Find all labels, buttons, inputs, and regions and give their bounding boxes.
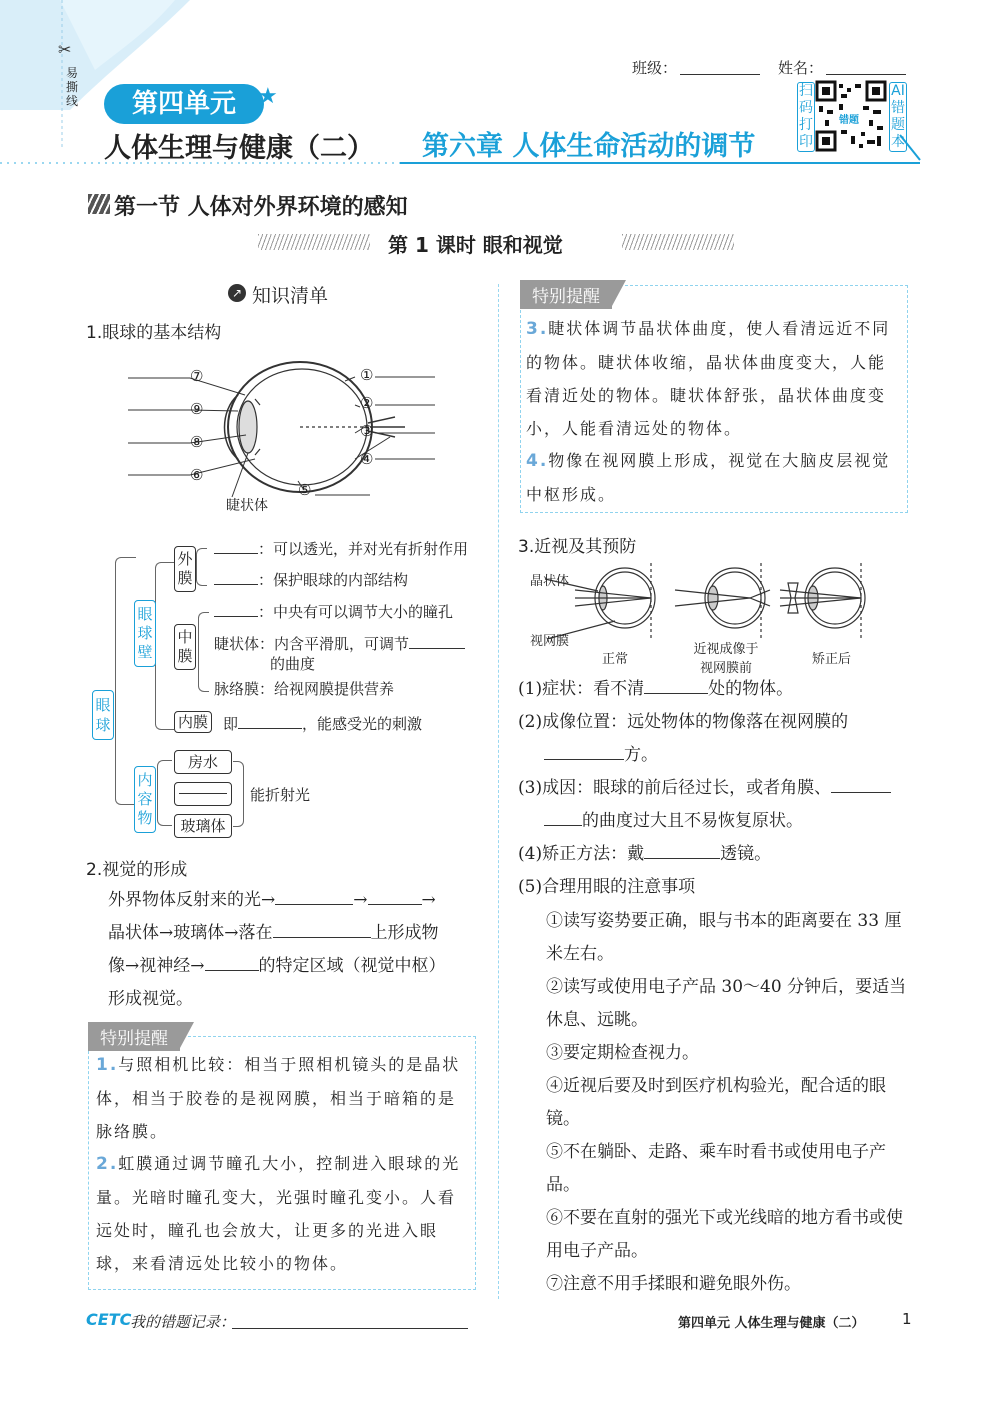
column-divider (498, 284, 499, 1299)
qr-left-label: 扫码打印 (799, 83, 813, 150)
qr-right-label: AI错题本 (891, 83, 905, 150)
eye-label-4: ④ (360, 450, 374, 468)
tree-outer-1: ：可以透光，并对光有折射作用 (214, 538, 468, 559)
reminder2-item3: 3.睫状体调节晶状体曲度，使人看清远近不同的物体。睫状体收缩，晶状体曲度变大，人能看清近处的物体。睫状体舒张，晶状体曲度变小，人能看清远处的物体。 (526, 319, 891, 438)
class-label: 班级： (632, 59, 678, 77)
retina-label: 视网膜 (530, 634, 570, 649)
name-label: 姓名： (778, 59, 824, 77)
tip-5: ⑤不在躺卧、走路、乘车时看书或使用电子产品。 (546, 1142, 886, 1195)
qr-center-label: 错题 (839, 115, 859, 126)
lens-label: 晶状体 (530, 574, 570, 589)
section-title: 第一节 人体对外界环境的感知 (114, 195, 408, 220)
page-number: 1 (902, 1310, 912, 1328)
eye-structure-diagram (120, 355, 450, 515)
footer-record-label: 我的错题记录： (130, 1313, 236, 1331)
reminder-tab-1: 特别提醒 (88, 1022, 180, 1051)
bracket-root (115, 557, 136, 805)
caption-myopia: 近视成像于 视网膜前 (693, 642, 759, 676)
footer-record-field[interactable] (232, 1328, 468, 1329)
chapter-title: 第六章 人体生命活动的调节 (422, 131, 756, 162)
tree-contents: 内容物 (134, 766, 156, 833)
unit-badge: 第四单元 (104, 84, 264, 124)
eye-care-tips (546, 905, 914, 1301)
tree-refract: 能折射光 (250, 786, 311, 804)
tree-root: 眼球 (92, 690, 114, 740)
tree-aqueous: 房水 (174, 750, 232, 774)
tree-outer: 外膜 (174, 546, 196, 592)
bracket-refract (233, 761, 244, 827)
item3-heading: 3.近视及其预防 (518, 537, 637, 557)
ciliary-body-label: 睫状体 (226, 498, 268, 514)
eye-label-8: ⑧ (190, 433, 204, 451)
knowledge-icon: ↗ (228, 284, 246, 302)
bracket-middle (198, 612, 209, 692)
eye-label-9: ⑨ (190, 400, 204, 418)
reminder-tab-2: 特别提醒 (520, 280, 612, 309)
tip-6: ⑥不要在直射的强光下或光线暗的地方看书或使用电子产品。 (546, 1208, 903, 1261)
lesson-deco-right (622, 234, 734, 250)
class-field[interactable] (680, 74, 760, 75)
eye-label-1: ① (360, 366, 374, 384)
tree-outer-2: ：保护眼球的内部结构 (214, 569, 408, 590)
item1-heading: 1.眼球的基本结构 (86, 323, 222, 343)
scissors-icon: ✂ (58, 40, 72, 59)
tip-4: ④近视后要及时到医疗机构验光，配合适的眼镜。 (546, 1076, 886, 1129)
tree-inner-text: 即 ，能感受光的刺激 (223, 715, 423, 733)
caption-corrected: 矫正后 (812, 652, 852, 667)
bracket-contents (157, 760, 172, 826)
reminder1-item1: 1.与照相机比较：相当于照相机镜头的是晶状体，相当于胶卷的是视网膜，相当于暗箱的是脉络膜。 (96, 1055, 461, 1141)
lesson-deco-left (258, 234, 370, 250)
eye-label-2: ② (360, 394, 374, 412)
caption-normal: 正常 (602, 652, 629, 667)
tree-eye-wall: 眼球壁 (134, 600, 156, 667)
footer-logo: CETC (86, 1310, 132, 1329)
star-icon: ★ (258, 84, 278, 109)
bracket-outer (196, 548, 207, 586)
tree-middle-2b: 的曲度 (270, 655, 316, 673)
knowledge-heading: 知识清单 (252, 285, 329, 307)
unit-title: 人体生理与健康（二） (104, 133, 374, 164)
eye-label-6: ⑥ (190, 466, 204, 484)
name-field[interactable] (826, 74, 906, 75)
tree-middle-3: 脉络膜：给视网膜提供营养 (214, 680, 395, 698)
item2-heading: 2.视觉的形成 (86, 860, 188, 880)
eye-label-5: ⑤ (298, 481, 312, 499)
section-marker-icon (88, 194, 110, 214)
tip-2: ②读写或使用电子产品 30～40 分钟后，要适当休息、远眺。 (546, 977, 907, 1030)
eye-label-7: ⑦ (190, 367, 204, 385)
lesson-title: 第 1 课时 眼和视觉 (388, 233, 563, 257)
myopia-questions: (1)症状：看不清 处的物体。 (2)成像位置：远处物体的物像落在视网膜的 方。 (3)成因：眼球的前后径过长，或者角膜、 的曲度过大且不易恢复原状。 (4)矫正方法：戴 透镜。 (5)合理用眼的注意事项 (518, 673, 913, 904)
tip-3: ③要定期检查视力。 (546, 1043, 699, 1063)
tree-middle: 中膜 (174, 624, 196, 670)
tear-line-label: 易撕线 (66, 66, 79, 108)
eye-label-3: ③ (360, 422, 374, 440)
tip-1: ①读写姿势要正确，眼与书本的距离要在 33 厘米左右。 (546, 911, 902, 964)
reminder2-item4: 4.物像在视网膜上形成，视觉在大脑皮层视觉中枢形成。 (526, 451, 891, 504)
tree-middle-2: 睫状体：内含平滑肌，可调节 (214, 633, 465, 654)
tree-inner: 内膜 (174, 711, 212, 733)
bracket-wall (155, 562, 174, 730)
item2-para: 外界物体反射来的光→ → → 晶状体→玻璃体→落在 上形成物 像→视神经→ 的特定区域（视觉中枢） 形成视觉。 (108, 884, 488, 1016)
footer-running-title: 第四单元 人体生理与健康（二） (678, 1316, 865, 1331)
tree-blank-box (174, 782, 232, 806)
tree-middle-1: ：中央有可以调节大小的瞳孔 (214, 601, 453, 622)
tip-7: ⑦注意不用手揉眼和避免眼外伤。 (546, 1274, 801, 1294)
tree-vitreous: 玻璃体 (174, 814, 232, 838)
reminder1-item2: 2.虹膜通过调节瞳孔大小，控制进入眼球的光量。光暗时瞳孔变大，光强时瞳孔变小。人看远处时，瞳孔也会放大，让更多的光进入眼球，来看清远处比较小的物体。 (96, 1154, 461, 1273)
